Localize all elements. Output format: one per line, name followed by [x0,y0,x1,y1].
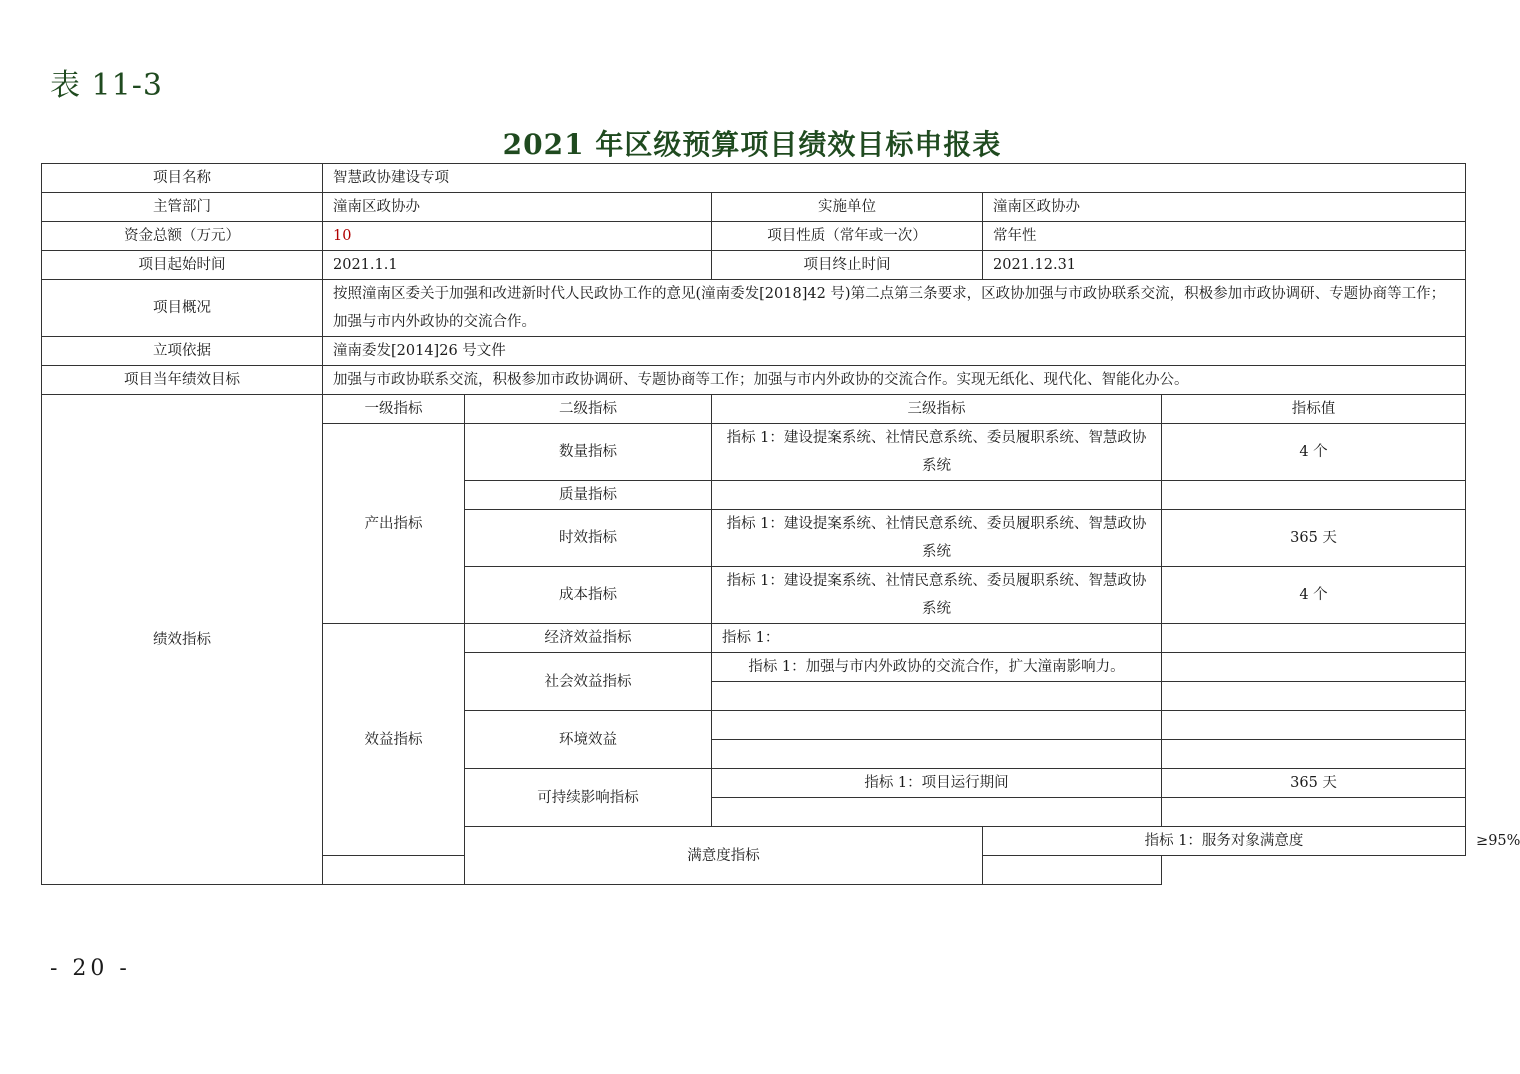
sustain-value: 365 天 [1162,769,1466,798]
header-level2: 二级指标 [465,395,712,424]
row-satisfaction-1: 满意度指标 指标 1：服务对象满意度 ≥95% [42,827,1466,856]
document-title: 2021 年区级预算项目绩效目标申报表 [502,128,1002,161]
indicators-section-label: 绩效指标 [42,395,323,885]
page-number: - 20 - [50,956,131,981]
quantity-l3: 指标 1：建设提案系统、社情民意系统、委员履职系统、智慧政协系统 [712,424,1162,481]
row-basis [42,337,1466,366]
sustain-l3-empty [712,798,1162,827]
row-overview [42,280,1466,337]
goal-value: 加强与市政协联系交流，积极参加市政协调研、专题协商等工作；加强与市内外政协的交流合作。实现无纸化、现代化、智能化办公。 [323,366,1466,395]
benefit-indicator-label: 效益指标 [323,624,465,856]
env-l3-empty-2 [712,740,1162,769]
quantity-label: 数量指标 [465,424,712,481]
project-name-value: 智慧政协建设专项 [323,164,1466,193]
row-project-name [42,164,1466,193]
sustain-l3: 指标 1：项目运行期间 [712,769,1162,798]
quality-l3-empty [712,481,1162,510]
funds-label: 资金总额（万元） [42,222,323,251]
basis-value: 潼南委发[2014]26 号文件 [323,337,1466,366]
economic-value-empty [1162,624,1466,653]
table-number: 表 11-3 [50,68,163,103]
end-value: 2021.12.31 [983,251,1466,280]
row-department [42,193,1466,222]
cost-l3: 指标 1：建设提案系统、社情民意系统、委员履职系统、智慧政协系统 [712,567,1162,624]
header-level1: 一级指标 [323,395,465,424]
quality-label: 质量指标 [465,481,712,510]
start-label: 项目起始时间 [42,251,323,280]
env-label: 环境效益 [465,711,712,769]
env-value-empty-2 [1162,740,1466,769]
goal-label: 项目当年绩效目标 [42,366,323,395]
env-l3-empty [712,711,1162,740]
overview-value: 按照潼南区委关于加强和改进新时代人民政协工作的意见(潼南委发[2018]42 号)第二点第三条要求，区政协加强与市政协联系交流，积极参加市政协调研、专题协商等工作；加强与市内外政协的交流合作。 [323,280,1466,337]
cost-label: 成本指标 [465,567,712,624]
satisfaction-label: 满意度指标 [465,827,983,885]
timeliness-value: 365 天 [1162,510,1466,567]
performance-target-table [41,163,1520,885]
row-goal [42,366,1466,395]
header-level3: 三级指标 [712,395,1162,424]
timeliness-label: 时效指标 [465,510,712,567]
unit-value: 潼南区政协办 [983,193,1466,222]
funds-value: 10 [323,222,712,251]
basis-label: 立项依据 [42,337,323,366]
economic-l3: 指标 1： [712,624,1162,653]
row-dates [42,251,1466,280]
satisfaction-l3-empty [323,856,712,885]
timeliness-l3: 指标 1：建设提案系统、社情民意系统、委员履职系统、智慧政协系统 [712,510,1162,567]
row-indicator-headers [42,395,1466,424]
nature-value: 常年性 [983,222,1466,251]
start-value: 2021.1.1 [323,251,712,280]
social-value-empty-2 [1162,682,1466,711]
satisfaction-value-empty [983,856,1162,885]
nature-label: 项目性质（常年或一次） [712,222,983,251]
sustain-label: 可持续影响指标 [465,769,712,827]
row-funds [42,222,1466,251]
social-l3-empty [712,682,1162,711]
cost-value: 4 个 [1162,567,1466,624]
output-indicator-label: 产出指标 [323,424,465,624]
social-label: 社会效益指标 [465,653,712,711]
header-value: 指标值 [1162,395,1466,424]
satisfaction-l3: 指标 1：服务对象满意度 [983,827,1466,856]
end-label: 项目终止时间 [712,251,983,280]
economic-label: 经济效益指标 [465,624,712,653]
dept-label: 主管部门 [42,193,323,222]
overview-label: 项目概况 [42,280,323,337]
quality-value-empty [1162,481,1466,510]
dept-value: 潼南区政协办 [323,193,712,222]
social-l3: 指标 1：加强与市内外政协的交流合作，扩大潼南影响力。 [712,653,1162,682]
quantity-value: 4 个 [1162,424,1466,481]
env-value-empty [1162,711,1466,740]
project-name-label: 项目名称 [42,164,323,193]
sustain-value-empty [1162,798,1466,827]
unit-label: 实施单位 [712,193,983,222]
social-value-empty [1162,653,1466,682]
